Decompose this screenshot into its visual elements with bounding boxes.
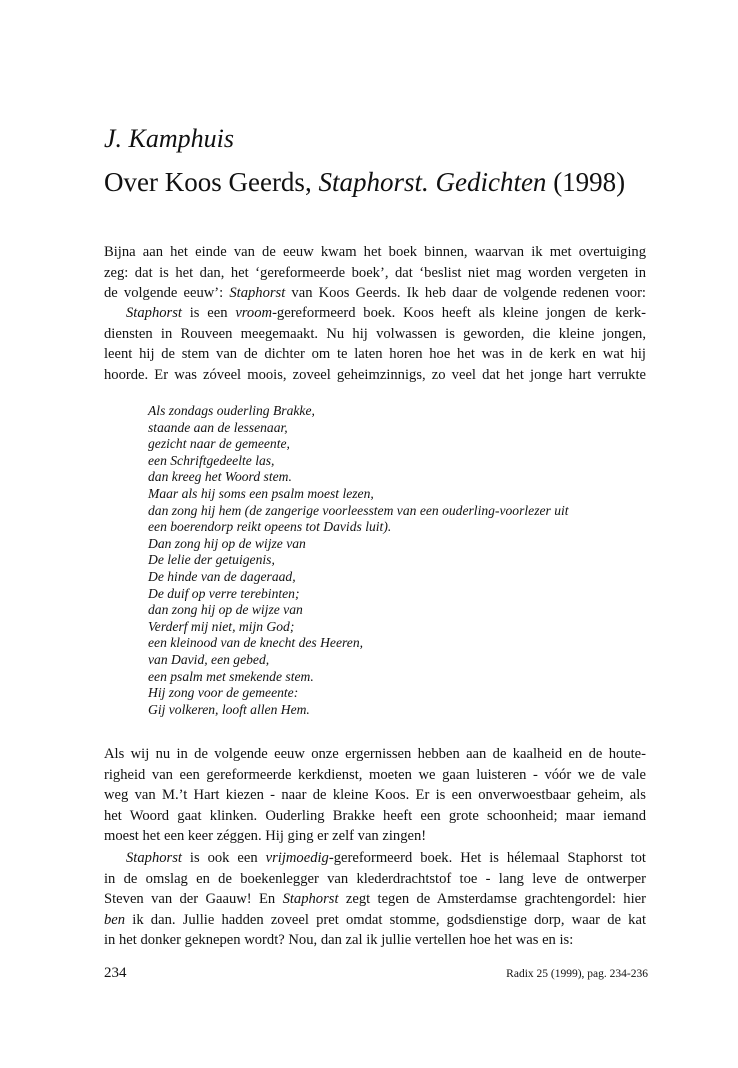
text-line: righeid van een gereformeerde kerkdienst, moeten we gaan luisteren - vóór we de vale xyxy=(104,766,646,783)
text-run: Steven van der Gaauw! En xyxy=(104,891,283,908)
text-line: het Woord gaat klinken. Ouderling Brakke heeft een grote schoonheid; maar iemand xyxy=(104,807,646,824)
text-run: is ook een xyxy=(181,850,266,866)
text-line: in de omslag en de boekenlegger van klederdrachtstof toe - lang leve de ontwerper xyxy=(104,870,646,887)
page-number: 234 xyxy=(104,965,127,981)
text-run: -gereformeerd boek. Koos heeft als kleine jongen de kerk- xyxy=(272,305,646,321)
text-line: diensten in Rouveen meegemaakt. Nu hij volwassen is geworden, die kleine jongen, xyxy=(104,325,646,342)
author-name: J. Kamphuis xyxy=(104,124,234,153)
book-title: Staphorst xyxy=(282,891,339,908)
emphasis: ben xyxy=(104,911,126,928)
text-line xyxy=(104,303,646,324)
title-italic: Staphorst. Gedichten xyxy=(318,167,547,197)
poem-line: staande aan de lessenaar, xyxy=(148,419,288,435)
book-title: Staphorst xyxy=(229,285,286,302)
poem-line: dan zong hij op de wijze van xyxy=(148,602,303,618)
poem-line: De hinde van de dageraad, xyxy=(148,568,296,584)
poem-line: dan kreeg het Woord stem. xyxy=(148,469,292,485)
poem-line: een boerendorp reikt opeens tot Davids luit). xyxy=(148,519,392,535)
title-plain: Over Koos Geerds, xyxy=(104,167,319,197)
text-line: Als wij nu in de volgende eeuw onze ergernissen hebben aan de kaalheid en de houte- xyxy=(104,746,646,762)
text-line: moest het een keer zéggen. Hij ging er zelf van zingen! xyxy=(104,828,427,845)
journal-citation: Radix 25 (1999), pag. 234-236 xyxy=(506,968,648,980)
poem-line: een psalm met smekende stem. xyxy=(148,668,314,684)
poem-line: Gij volkeren, looft allen Hem. xyxy=(148,701,310,717)
text-line: in het donker geknepen wordt? Nou, dan zal ik jullie vertellen hoe het was en is: xyxy=(104,932,574,949)
poem-line: Verderf mij niet, mijn God; xyxy=(148,618,295,634)
text-line xyxy=(104,848,646,869)
poem-line: dan zong hij hem (de zangerige voorleesstem van een ouderling-voorlezer uit xyxy=(148,502,569,518)
text-run: is een xyxy=(181,305,236,321)
text-run: van Koos Geerds. Ik heb daar de volgende redenen voor: xyxy=(285,285,646,302)
book-title: Staphorst xyxy=(126,850,182,866)
poem-quote xyxy=(148,403,648,718)
poem-line: een kleinood van de knecht des Heeren, xyxy=(148,635,364,651)
emphasis: vrijmoedig xyxy=(265,850,329,866)
text-line xyxy=(104,889,646,910)
poem-line: Als zondags ouderling Brakke, xyxy=(148,403,315,418)
poem-line: gezicht naar de gemeente, xyxy=(148,436,290,452)
poem-line: een Schriftgedeelte las, xyxy=(148,452,275,468)
paragraph-vroom xyxy=(104,303,646,385)
text-line xyxy=(104,283,646,304)
paragraph-ergernissen xyxy=(104,744,646,847)
poem-line: De lelie der getuigenis, xyxy=(148,552,275,568)
emphasis: vroom xyxy=(235,305,273,321)
text-run: -gereformeerd boek. Het is hélemaal Staphorst tot xyxy=(328,850,646,866)
poem-line: De duif op verre terebinten; xyxy=(148,585,300,601)
poem-line: van David, een gebed, xyxy=(148,651,270,667)
text-line: hoorde. Er was zóveel moois, zoveel geheimzinnigs, zo veel dat het jonge hart verrukte xyxy=(104,366,646,383)
poem-line: Hij zong voor de gemeente: xyxy=(148,685,299,701)
text-run: de volgende eeuw’: xyxy=(104,285,230,302)
poem-line: Dan zong hij op de wijze van xyxy=(148,535,306,551)
text-line: zeg: dat is het dan, het ‘gereformeerde boek’, dat ‘beslist niet mag worden vergeten in xyxy=(104,264,646,281)
title-year: (1998) xyxy=(546,167,626,197)
text-line: Bijna aan het einde van de eeuw kwam het boek binnen, waarvan ik met overtuiging xyxy=(104,244,646,260)
text-line: weg van M.’t Hart kiezen - naar de kleine Koos. Er is een onverwoestbaar geheim, als xyxy=(104,787,646,804)
text-line xyxy=(104,910,646,931)
article-title xyxy=(104,166,625,198)
text-run: ik dan. Jullie hadden zoveel pret omdat stomme, godsdienstige dorp, waar de kat xyxy=(125,911,646,928)
book-title: Staphorst xyxy=(126,305,182,321)
paragraph-vrijmoedig xyxy=(104,848,646,951)
poem-line: Maar als hij soms een psalm moest lezen, xyxy=(148,485,374,501)
text-line: leent hij de stem van de dichter om te laten horen hoe het was in de kerk en wat hij xyxy=(104,346,646,363)
paragraph-intro xyxy=(104,242,646,304)
text-run: zegt tegen de Amsterdamse grachtengordel: hier xyxy=(338,891,646,908)
